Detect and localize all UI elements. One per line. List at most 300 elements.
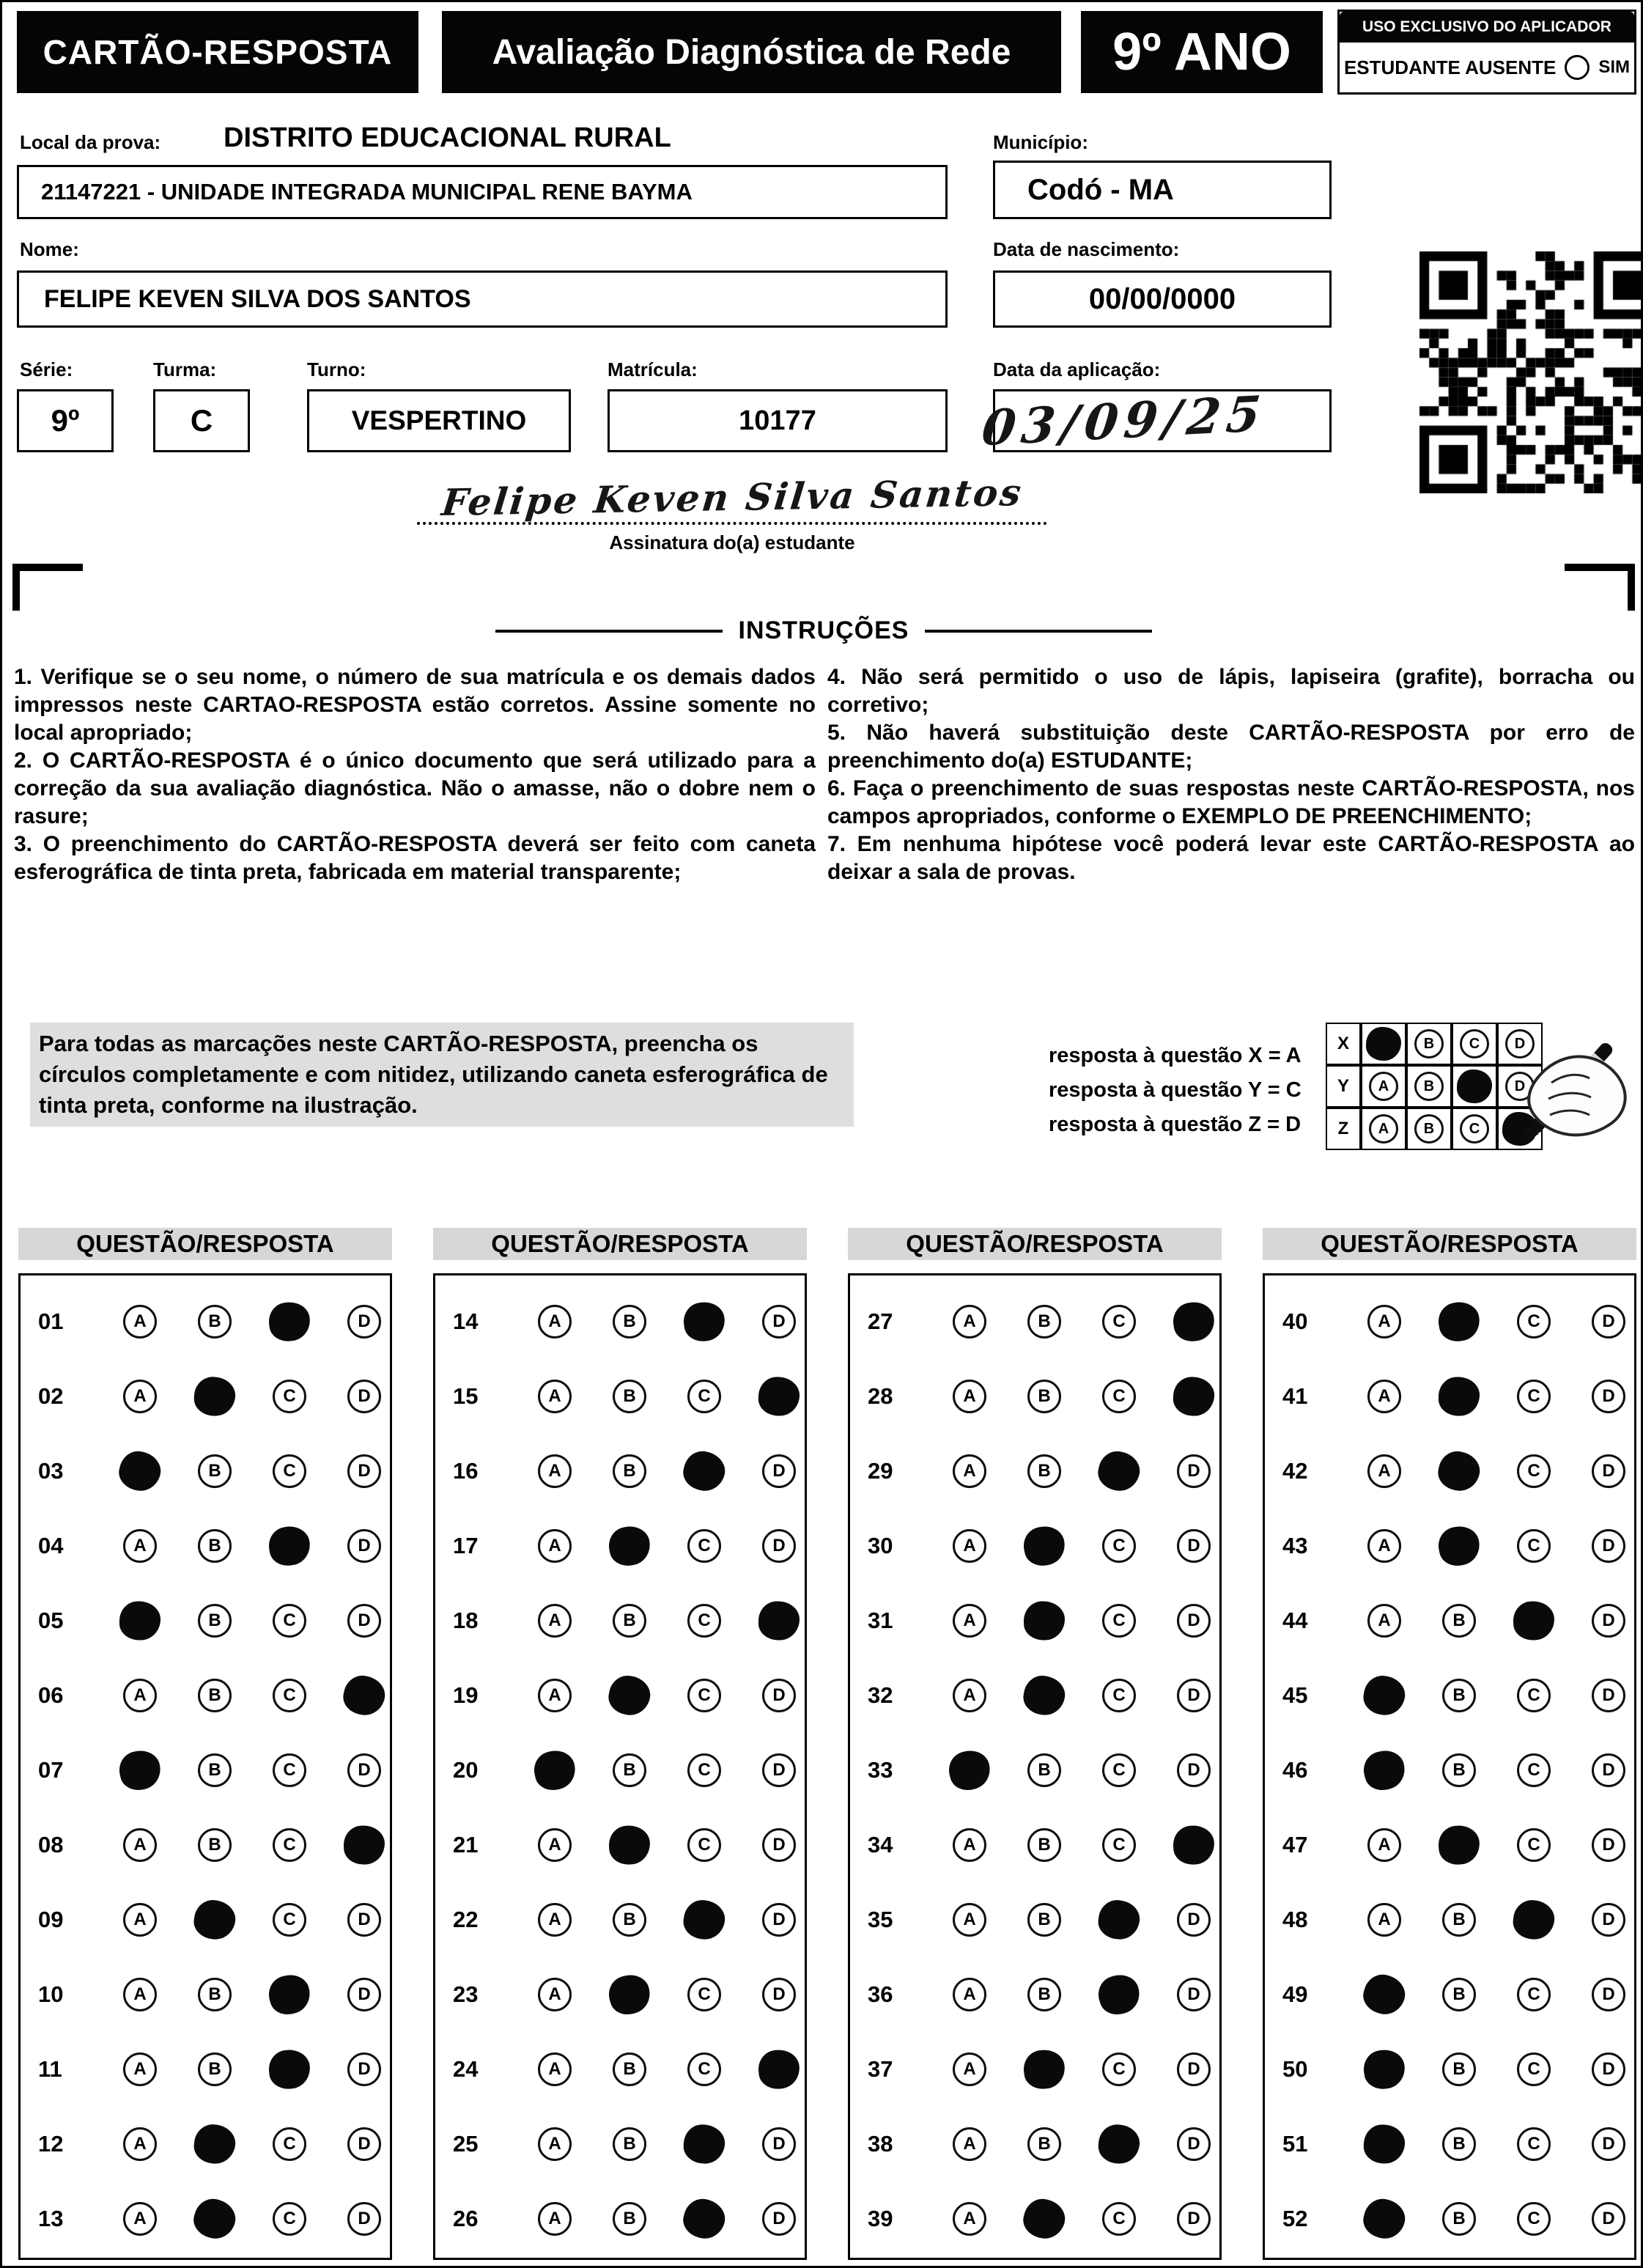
answer-bubble-b[interactable]: [1442, 1679, 1476, 1712]
example-fill-grid: [1326, 1023, 1543, 1150]
answer-bubble-d[interactable]: [1177, 1454, 1211, 1488]
question-row-04: [21, 1509, 390, 1583]
answer-bubble-a[interactable]: [123, 2127, 157, 2161]
municipio-value: Codó - MA: [1027, 173, 1174, 206]
answer-bubble-b[interactable]: [198, 1380, 232, 1413]
answer-bubble-b[interactable]: [198, 1305, 232, 1339]
answer-bubble-a[interactable]: [1367, 1903, 1401, 1937]
answer-bubble-c[interactable]: [273, 2052, 306, 2086]
answer-bubble-d[interactable]: [1592, 1828, 1625, 1862]
answer-bubble-a[interactable]: [123, 1753, 157, 1787]
question-row-11: [21, 2032, 390, 2107]
answer-bubble-c[interactable]: [687, 1529, 721, 1563]
answer-bubble-d[interactable]: [1592, 1903, 1625, 1937]
answer-bubble-b[interactable]: [1027, 2127, 1061, 2161]
answer-bubble-b[interactable]: [1442, 1529, 1476, 1563]
filled-mark: [191, 1897, 238, 1942]
answer-bubble-a[interactable]: [1367, 2127, 1401, 2161]
answer-bubble-b[interactable]: [198, 1903, 232, 1937]
question-row-09: [21, 1882, 390, 1957]
answer-bubble-b[interactable]: [1442, 1753, 1476, 1787]
question-row-35: [850, 1882, 1219, 1957]
bubble-letter: A: [1378, 1910, 1391, 1929]
answer-bubble-b[interactable]: [198, 1978, 232, 2011]
answer-bubble-a[interactable]: [1367, 2202, 1401, 2236]
question-row-21: [435, 1808, 805, 1882]
answer-bubble-a[interactable]: [538, 1380, 572, 1413]
filled-mark: [1359, 1970, 1409, 2019]
answer-bubble-d[interactable]: [1177, 1828, 1211, 1862]
answer-bubble-a[interactable]: [1367, 1828, 1401, 1862]
answer-bubble-b[interactable]: [613, 1753, 646, 1787]
answer-bubble-a[interactable]: [538, 1305, 572, 1339]
question-number: 12: [38, 2131, 64, 2157]
example-bubble-c: [1460, 1029, 1489, 1058]
answer-bubble-d[interactable]: [762, 1529, 796, 1563]
instruction-item: 4. Não será permitido o uso de lápis, lapiseira (grafite), borracha ou corretivo;: [827, 665, 1635, 717]
answer-bubble-b[interactable]: [1027, 1380, 1061, 1413]
absent-mark-circle[interactable]: [1565, 55, 1590, 80]
answer-bubble-b[interactable]: [613, 1305, 646, 1339]
bubble-letter: C: [1112, 2209, 1126, 2228]
answer-bubble-d[interactable]: [762, 2052, 796, 2086]
answer-bubble-c[interactable]: [1517, 2202, 1551, 2236]
answer-bubble-a[interactable]: [953, 1305, 986, 1339]
answer-bubble-d[interactable]: [762, 1604, 796, 1638]
answer-bubble-a[interactable]: [123, 2202, 157, 2236]
answer-bubble-a[interactable]: [953, 1604, 986, 1638]
answer-bubble-a[interactable]: [953, 1679, 986, 1712]
question-number: 14: [453, 1308, 479, 1334]
answer-bubble-b[interactable]: [1442, 1380, 1476, 1413]
bubble-letter: D: [1187, 2059, 1200, 2079]
filled-mark: [605, 1523, 653, 1569]
answer-bubble-a[interactable]: [953, 1903, 986, 1937]
question-number: 49: [1282, 1981, 1308, 2007]
divider-line: [495, 630, 723, 633]
bubble-letter: C: [1527, 1386, 1540, 1406]
answer-bubble-b[interactable]: [613, 1903, 646, 1937]
signature-area[interactable]: [417, 471, 1047, 525]
answer-bubble-a[interactable]: [538, 1679, 572, 1712]
answer-bubble-b[interactable]: [613, 1604, 646, 1638]
answer-bubble-c[interactable]: [1102, 2202, 1136, 2236]
answer-bubble-d[interactable]: [347, 1604, 381, 1638]
answer-bubble-b[interactable]: [1027, 1529, 1061, 1563]
answer-bubble-c[interactable]: [687, 1903, 721, 1937]
bubble-letter: B: [208, 1311, 221, 1331]
answer-bubble-d[interactable]: [762, 1454, 796, 1488]
answer-bubble-d[interactable]: [1592, 2052, 1625, 2086]
answer-bubble-a[interactable]: [1367, 1978, 1401, 2011]
answer-bubble-c[interactable]: [687, 2202, 721, 2236]
bubble-letter: B: [1038, 1760, 1051, 1780]
answer-bubble-d[interactable]: [347, 2052, 381, 2086]
question-number: 08: [38, 1832, 64, 1858]
answer-bubble-c[interactable]: [1517, 1454, 1551, 1488]
answer-bubble-c[interactable]: [1517, 1828, 1551, 1862]
bubble-letter: C: [698, 1760, 711, 1780]
filled-mark: [1019, 2195, 1069, 2243]
answer-bubble-c[interactable]: [273, 1380, 306, 1413]
answer-bubble-c[interactable]: [1517, 1305, 1551, 1339]
answer-bubble-a[interactable]: [1367, 1753, 1401, 1787]
answer-bubble-c[interactable]: [273, 2127, 306, 2161]
answer-bubble-d[interactable]: [1177, 1903, 1211, 1937]
answer-bubble-a[interactable]: [123, 1529, 157, 1563]
answer-bubble-a[interactable]: [538, 1903, 572, 1937]
bubble-letter: A: [548, 1984, 561, 2004]
answer-bubble-b[interactable]: [1442, 2127, 1476, 2161]
question-row-47: [1265, 1808, 1634, 1882]
question-number: 17: [453, 1533, 479, 1558]
question-row-25: [435, 2107, 805, 2182]
answer-bubble-a[interactable]: [123, 1380, 157, 1413]
answer-bubble-a[interactable]: [538, 2127, 572, 2161]
question-number: 26: [453, 2206, 479, 2231]
bubble-letter: C: [1112, 1386, 1126, 1406]
answer-bubble-c[interactable]: [687, 1753, 721, 1787]
answer-bubble-b[interactable]: [198, 1679, 232, 1712]
answer-bubble-d[interactable]: [1592, 1380, 1625, 1413]
question-row-18: [435, 1583, 805, 1658]
question-number: 39: [868, 2206, 893, 2231]
answer-bubble-d[interactable]: [347, 1529, 381, 1563]
answer-bubble-b[interactable]: [1442, 1454, 1476, 1488]
answer-bubble-d[interactable]: [347, 1828, 381, 1862]
answer-bubble-d[interactable]: [347, 1903, 381, 1937]
answer-bubble-c[interactable]: [273, 1305, 306, 1339]
bubble-letter: B: [623, 2209, 636, 2228]
answer-bubble-c[interactable]: [687, 1454, 721, 1488]
filled-mark: [1435, 1523, 1483, 1569]
answer-bubble-c[interactable]: [1102, 1828, 1136, 1862]
answer-bubble-c[interactable]: [687, 1828, 721, 1862]
answer-bubble-d[interactable]: [762, 1828, 796, 1862]
answer-bubble-c[interactable]: [1517, 1529, 1551, 1563]
answer-bubble-a[interactable]: [123, 1454, 157, 1488]
question-number: 16: [453, 1458, 479, 1484]
filled-mark: [1172, 1825, 1216, 1866]
answer-bubble-d[interactable]: [347, 1753, 381, 1787]
answer-bubble-c[interactable]: [1102, 2127, 1136, 2161]
question-number: 22: [453, 1907, 479, 1932]
answer-bubble-a[interactable]: [123, 1903, 157, 1937]
answer-bubble-c[interactable]: [687, 1380, 721, 1413]
answer-bubble-d[interactable]: [347, 1679, 381, 1712]
answer-bubble-a[interactable]: [1367, 1529, 1401, 1563]
answer-bubble-b[interactable]: [1027, 1305, 1061, 1339]
municipio-field: [993, 161, 1332, 219]
answer-bubble-d[interactable]: [347, 2202, 381, 2236]
answer-bubble-c[interactable]: [1102, 1903, 1136, 1937]
answer-bubble-c[interactable]: [273, 1903, 306, 1937]
answer-bubble-b[interactable]: [1027, 1604, 1061, 1638]
filled-mark: [1024, 1601, 1066, 1641]
answer-bubble-d[interactable]: [762, 2127, 796, 2161]
answer-bubble-a[interactable]: [123, 1604, 157, 1638]
answer-bubble-d[interactable]: [1592, 2127, 1625, 2161]
nascimento-label: Data de nascimento:: [993, 238, 1180, 260]
filled-mark: [1366, 1027, 1401, 1061]
answer-bubble-d[interactable]: [347, 1454, 381, 1488]
question-row-38: [850, 2107, 1219, 2182]
answers-column-header: QUESTÃO/RESPOSTA: [433, 1228, 807, 1260]
answer-bubble-d[interactable]: [1592, 1978, 1625, 2011]
answer-bubble-b[interactable]: [1027, 1903, 1061, 1937]
answer-bubble-d[interactable]: [1592, 1604, 1625, 1638]
answer-bubble-d[interactable]: [347, 1305, 381, 1339]
nascimento-field: [993, 270, 1332, 328]
answer-bubble-d[interactable]: [1592, 1305, 1625, 1339]
answer-bubble-d[interactable]: [1177, 1978, 1211, 2011]
answer-bubble-b[interactable]: [1027, 1454, 1061, 1488]
marking-example-caption: resposta à questão Y = C: [1049, 1078, 1302, 1102]
answer-bubble-a[interactable]: [1367, 1604, 1401, 1638]
answer-bubble-c[interactable]: [1517, 1679, 1551, 1712]
answer-bubble-a[interactable]: [538, 1604, 572, 1638]
filled-mark: [945, 1746, 994, 1794]
answer-bubble-b[interactable]: [1442, 1903, 1476, 1937]
answer-bubble-c[interactable]: [1102, 1604, 1136, 1638]
answer-bubble-c[interactable]: [687, 1305, 721, 1339]
answer-bubble-a[interactable]: [1367, 2052, 1401, 2086]
filled-mark: [193, 1376, 237, 1418]
answer-bubble-a[interactable]: [538, 1529, 572, 1563]
answer-bubble-b[interactable]: [198, 1828, 232, 1862]
aplicacao-field[interactable]: [979, 384, 1332, 457]
answer-bubble-a[interactable]: [123, 2052, 157, 2086]
answer-bubble-b[interactable]: [613, 1679, 646, 1712]
bubble-letter: B: [208, 1461, 221, 1481]
question-row-37: [850, 2032, 1219, 2107]
answer-bubble-c[interactable]: [273, 1978, 306, 2011]
corner-bracket-left: [12, 564, 83, 611]
answer-bubble-b[interactable]: [1442, 2202, 1476, 2236]
question-number: 32: [868, 1682, 893, 1708]
answer-bubble-d[interactable]: [1177, 1380, 1211, 1413]
bubble-letter: B: [623, 1311, 636, 1331]
answer-bubble-b[interactable]: [613, 1454, 646, 1488]
answer-bubble-d[interactable]: [347, 1978, 381, 2011]
answer-bubble-c[interactable]: [687, 1978, 721, 2011]
answer-bubble-d[interactable]: [1592, 2202, 1625, 2236]
answer-bubble-a[interactable]: [538, 1753, 572, 1787]
answer-bubble-b[interactable]: [613, 2127, 646, 2161]
nascimento-value: 00/00/0000: [1088, 282, 1236, 315]
answer-bubble-d[interactable]: [762, 1305, 796, 1339]
bubble-letter: B: [1038, 1386, 1051, 1406]
bubble-letter: A: [133, 2134, 147, 2154]
answer-bubble-a[interactable]: [953, 1828, 986, 1862]
answer-bubble-a[interactable]: [953, 1380, 986, 1413]
answer-bubble-c[interactable]: [273, 1604, 306, 1638]
question-row-30: [850, 1509, 1219, 1583]
answer-bubble-a[interactable]: [953, 2202, 986, 2236]
answer-bubble-b[interactable]: [198, 1454, 232, 1488]
answer-bubble-c[interactable]: [1102, 1529, 1136, 1563]
question-row-16: [435, 1434, 805, 1509]
answer-bubble-d[interactable]: [1177, 2202, 1211, 2236]
answer-bubble-c[interactable]: [687, 1679, 721, 1712]
answer-bubble-d[interactable]: [762, 1380, 796, 1413]
answer-bubble-b[interactable]: [1442, 2052, 1476, 2086]
answer-bubble-b[interactable]: [198, 1529, 232, 1563]
bubble-letter: A: [548, 1835, 561, 1855]
answer-bubble-b[interactable]: [1027, 1978, 1061, 2011]
answer-bubble-b[interactable]: [1027, 1679, 1061, 1712]
answer-bubble-b[interactable]: [613, 2052, 646, 2086]
example-cell: [1452, 1023, 1497, 1065]
answer-bubble-c[interactable]: [1102, 1679, 1136, 1712]
answer-bubble-c[interactable]: [687, 2052, 721, 2086]
answer-bubble-c[interactable]: [1517, 2052, 1551, 2086]
answer-bubble-d[interactable]: [762, 1903, 796, 1937]
filled-mark: [1021, 1673, 1068, 1718]
answer-bubble-c[interactable]: [1517, 1380, 1551, 1413]
answer-bubble-a[interactable]: [123, 1978, 157, 2011]
answer-bubble-b[interactable]: [198, 2202, 232, 2236]
answer-bubble-c[interactable]: [1517, 1903, 1551, 1937]
form-title: CARTÃO-RESPOSTA: [43, 33, 393, 71]
answer-bubble-d[interactable]: [1177, 1604, 1211, 1638]
answer-bubble-c[interactable]: [1517, 1978, 1551, 2011]
answer-bubble-d[interactable]: [347, 2127, 381, 2161]
filled-mark: [1359, 2195, 1408, 2243]
answer-bubble-d[interactable]: [1592, 1753, 1625, 1787]
question-number: 06: [38, 1682, 64, 1708]
answer-bubble-c[interactable]: [1517, 1604, 1551, 1638]
answer-bubble-b[interactable]: [198, 1753, 232, 1787]
answer-bubble-a[interactable]: [123, 1828, 157, 1862]
matricula-label: Matrícula:: [608, 358, 698, 380]
answer-bubble-b[interactable]: [198, 2052, 232, 2086]
answer-bubble-d[interactable]: [1177, 2127, 1211, 2161]
filled-mark: [1097, 2124, 1141, 2165]
answer-bubble-a[interactable]: [953, 2127, 986, 2161]
answer-bubble-d[interactable]: [762, 2202, 796, 2236]
answer-bubble-c[interactable]: [273, 1828, 306, 1862]
answer-bubble-a[interactable]: [1367, 1305, 1401, 1339]
answer-bubble-a[interactable]: [538, 1828, 572, 1862]
answer-bubble-c[interactable]: [1102, 1753, 1136, 1787]
absent-option-label: SIM: [1598, 57, 1631, 77]
answer-bubble-b[interactable]: [613, 1380, 646, 1413]
answer-bubble-a[interactable]: [953, 1753, 986, 1787]
answer-bubble-c[interactable]: [273, 2202, 306, 2236]
answer-bubble-c[interactable]: [1102, 1454, 1136, 1488]
answer-bubble-d[interactable]: [1177, 1679, 1211, 1712]
answer-bubble-b[interactable]: [1442, 1978, 1476, 2011]
bubble-letter: A: [548, 1461, 561, 1481]
answer-bubble-c[interactable]: [273, 1753, 306, 1787]
answer-bubble-b[interactable]: [613, 1978, 646, 2011]
answer-bubble-d[interactable]: [1592, 1454, 1625, 1488]
bubble-letter: C: [1112, 1311, 1126, 1331]
answer-bubble-a[interactable]: [538, 2202, 572, 2236]
answer-bubble-c[interactable]: [1517, 1753, 1551, 1787]
bubble-letter: A: [963, 1311, 976, 1331]
answer-bubble-a[interactable]: [123, 1305, 157, 1339]
answer-bubble-b[interactable]: [613, 1828, 646, 1862]
bubble-letter: A: [1378, 1078, 1389, 1094]
answer-bubble-a[interactable]: [123, 1679, 157, 1712]
filled-mark: [115, 1447, 165, 1495]
grade-label: 9º ANO: [1112, 23, 1291, 81]
answer-bubble-a[interactable]: [538, 1978, 572, 2011]
answer-bubble-a[interactable]: [953, 1529, 986, 1563]
answer-bubble-d[interactable]: [762, 1978, 796, 2011]
answer-bubble-b[interactable]: [198, 2127, 232, 2161]
bubble-letter: A: [548, 2209, 561, 2228]
answer-bubble-b[interactable]: [1442, 1604, 1476, 1638]
answer-bubble-a[interactable]: [1367, 1380, 1401, 1413]
answers-column-2: [433, 1273, 807, 2260]
answer-bubble-c[interactable]: [273, 1529, 306, 1563]
answer-bubble-a[interactable]: [538, 1454, 572, 1488]
answer-bubble-b[interactable]: [1442, 1305, 1476, 1339]
answer-bubble-b[interactable]: [1027, 1753, 1061, 1787]
question-number: 41: [1282, 1383, 1308, 1409]
answer-bubble-a[interactable]: [953, 1978, 986, 2011]
answer-bubble-a[interactable]: [1367, 1454, 1401, 1488]
answer-bubble-b[interactable]: [613, 1529, 646, 1563]
answer-bubble-c[interactable]: [687, 2127, 721, 2161]
answer-bubble-d[interactable]: [762, 1753, 796, 1787]
bubble-letter: A: [548, 2134, 561, 2154]
bubble-letter: D: [1602, 1685, 1615, 1705]
answer-bubble-d[interactable]: [1177, 2052, 1211, 2086]
answer-bubble-b[interactable]: [1027, 2052, 1061, 2086]
answer-bubble-b[interactable]: [1027, 2202, 1061, 2236]
question-number: 33: [868, 1757, 893, 1783]
question-number: 01: [38, 1308, 64, 1334]
answer-bubble-c[interactable]: [1102, 1380, 1136, 1413]
answer-bubble-a[interactable]: [1367, 1679, 1401, 1712]
answer-bubble-b[interactable]: [613, 2202, 646, 2236]
answer-bubble-d[interactable]: [1592, 1529, 1625, 1563]
answer-bubble-d[interactable]: [762, 1679, 796, 1712]
answer-bubble-c[interactable]: [1102, 2052, 1136, 2086]
answer-bubble-c[interactable]: [1102, 1978, 1136, 2011]
answer-bubble-a[interactable]: [538, 2052, 572, 2086]
filled-mark: [343, 1825, 385, 1866]
answer-bubble-b[interactable]: [1442, 1828, 1476, 1862]
answer-bubble-a[interactable]: [953, 2052, 986, 2086]
filled-mark: [1439, 1377, 1480, 1416]
answer-bubble-b[interactable]: [198, 1604, 232, 1638]
answer-bubble-d[interactable]: [1177, 1305, 1211, 1339]
answer-bubble-b[interactable]: [1027, 1828, 1061, 1862]
answer-bubble-c[interactable]: [1517, 2127, 1551, 2161]
answer-bubble-c[interactable]: [273, 1454, 306, 1488]
bubble-letter: D: [358, 2134, 371, 2154]
bubble-letter: A: [963, 1835, 976, 1855]
turno-field: [307, 389, 571, 452]
answer-bubble-c[interactable]: [273, 1679, 306, 1712]
answer-bubble-d[interactable]: [1177, 1529, 1211, 1563]
answer-bubble-d[interactable]: [1592, 1679, 1625, 1712]
instructions-left-column: [14, 663, 816, 886]
bubble-letter: A: [963, 1461, 976, 1481]
answer-bubble-c[interactable]: [687, 1604, 721, 1638]
answer-bubble-a[interactable]: [953, 1454, 986, 1488]
answer-bubble-d[interactable]: [1177, 1753, 1211, 1787]
bubble-letter: A: [1378, 1835, 1391, 1855]
answer-bubble-c[interactable]: [1102, 1305, 1136, 1339]
answer-bubble-d[interactable]: [347, 1380, 381, 1413]
question-number: 46: [1282, 1757, 1308, 1783]
